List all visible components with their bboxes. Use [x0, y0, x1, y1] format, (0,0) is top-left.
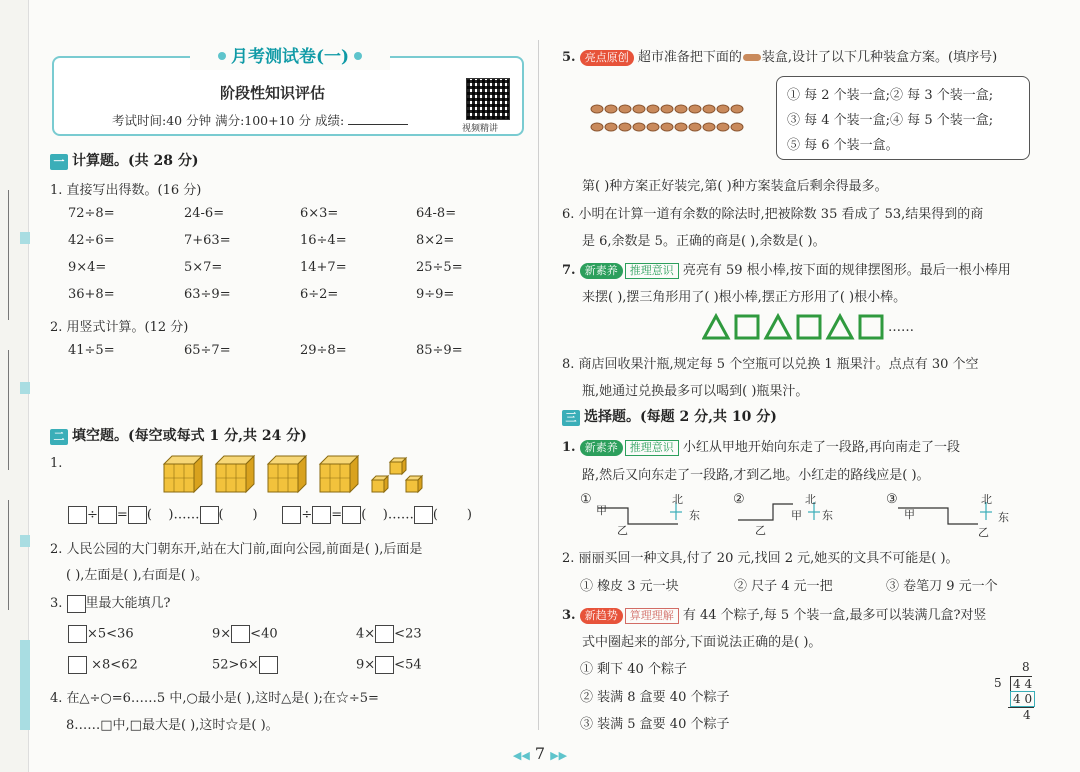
- stick-pattern: [702, 312, 892, 342]
- q5-option: ③ 每 4 个装一盒;④ 每 5 个装一盒;: [787, 113, 994, 128]
- q8-line2: 瓶,她通过兑换最多可以喝到( )瓶果汁。: [582, 384, 809, 399]
- zongzi-item: [619, 123, 631, 131]
- zongzi-item: [731, 105, 743, 113]
- route-diagrams: [578, 490, 1028, 540]
- binding-line: [8, 500, 9, 610]
- section3-heading: [562, 406, 777, 426]
- route-option-label: ①: [580, 492, 592, 507]
- q5-text: 超市准备把下面的: [637, 50, 742, 65]
- s2-q1-formula: ÷ = ( )…… ( ) ÷ = ( )…… ( ): [68, 506, 472, 524]
- q5-option: ① 每 2 个装一盒;② 每 3 个装一盒;: [787, 88, 994, 103]
- small-cube: [372, 476, 388, 492]
- s1-q1-item: 25÷5=: [416, 260, 463, 275]
- q7-text: 亮亮有 59 根小棒,按下面的规律摆图形。最后一根小棒用: [682, 263, 1011, 278]
- place-b-label: 乙: [755, 524, 766, 537]
- section-number-badge: 一: [50, 154, 68, 170]
- cube-block: [320, 456, 358, 492]
- s1-q1-item: 64-8=: [416, 206, 457, 221]
- zongzi-item: [661, 105, 673, 113]
- c1-subtag: 推理意识: [625, 440, 679, 456]
- s1-q2-item: 85÷9=: [416, 343, 463, 358]
- triangle-shape: [828, 316, 852, 338]
- section-title: 计算题。(共 28 分): [72, 153, 199, 169]
- zongzi-item: [647, 123, 659, 131]
- s2-q3-item: ×5<36: [68, 625, 134, 643]
- q5-tag: 亮点原创: [580, 50, 634, 66]
- binding-line: [8, 350, 9, 470]
- s1-q1-item: 8×2=: [416, 233, 455, 248]
- c3-line1: 3. 新趋势 算理理解 有 44 个粽子,每 5 个装一盒,最多可以装满几盒?对竖: [562, 608, 987, 623]
- q7-line2: 来摆( ),摆三角形用了( )根小棒,摆正方形用了( )根小棒。: [582, 290, 907, 305]
- c3-option: ③ 装满 5 盒要 40 个粽子: [580, 717, 730, 732]
- c1-line1: 1. 新素养 推理意识 小红从甲地开始向东走了一段路,再向南走了一段: [562, 440, 960, 455]
- square-shape: [798, 316, 820, 338]
- s2-q3-item: 9× <54: [356, 657, 422, 673]
- binding-mark: [20, 382, 30, 394]
- s1-q2-item: 65÷7=: [184, 343, 231, 358]
- zongzi-illustration: [590, 103, 750, 133]
- right-arrow-icon: ▶▶: [550, 749, 568, 762]
- exam-title-text: 月考测试卷(一): [230, 47, 350, 67]
- zongzi-item: [675, 123, 687, 131]
- triangle-shape: [704, 316, 728, 338]
- east-label: 东: [822, 509, 833, 522]
- s1-q1-item: 42÷6=: [68, 233, 115, 248]
- q6-line2: 是 6,余数是 5。正确的商是( ),余数是( )。: [582, 234, 826, 249]
- q7-tag: 新素养: [580, 263, 623, 279]
- binding-mark: [20, 640, 30, 730]
- binding-margin: [0, 0, 29, 772]
- zongzi-item: [717, 123, 729, 131]
- square-shape: [860, 316, 882, 338]
- s2-q3-item: ×8<62: [68, 656, 138, 674]
- division-remainder: 4: [1023, 708, 1031, 722]
- binding-mark: [20, 535, 30, 547]
- page-divider: [538, 40, 539, 730]
- east-label: 东: [689, 509, 700, 522]
- dot-icon: [354, 52, 362, 60]
- s2-q3-item: 9× <40: [212, 626, 278, 642]
- zongzi-item: [633, 123, 645, 131]
- division-dividend: 4 4: [1010, 676, 1032, 691]
- exam-subtitle: 阶段性知识评估: [220, 84, 326, 102]
- division-divisor: 5: [994, 676, 1002, 690]
- section1-heading: [50, 150, 198, 170]
- zongzi-item: [591, 105, 603, 113]
- q5-text2: 装盒,设计了以下几种装盒方案。(填序号): [761, 50, 998, 65]
- q8-line1: 8. 商店回收果汁瓶,规定每 5 个空瓶可以兑换 1 瓶果汁。点点有 30 个空: [562, 357, 979, 372]
- c1-tag: 新素养: [580, 440, 623, 456]
- s2-q2-line2: ( ),左面是( ),右面是( )。: [66, 568, 209, 583]
- s2-q4-line2: 8……□中,□最大是( ),这时☆是( )。: [66, 718, 279, 733]
- place-b-label: 乙: [978, 526, 989, 539]
- route-option-label: ②: [733, 492, 745, 507]
- s1-q2-item: 29÷8=: [300, 343, 347, 358]
- division-product: 4 0: [1010, 691, 1035, 707]
- q5-options-box: [776, 76, 1030, 160]
- c3-option: ② 装满 8 盒要 40 个粽子: [580, 690, 730, 705]
- s2-q3-label: 3. 里最大能填几?: [50, 596, 171, 611]
- page-number-text: 7: [534, 744, 546, 763]
- left-arrow-icon: ◀◀: [512, 749, 530, 762]
- c2-option: ③ 卷笔刀 9 元一个: [886, 579, 998, 594]
- section-number-badge: 二: [50, 429, 68, 445]
- zongzi-item: [605, 105, 617, 113]
- zongzi-item: [703, 123, 715, 131]
- s2-q1-label: 1.: [50, 456, 63, 471]
- small-cube: [390, 458, 406, 474]
- cube-block: [216, 456, 254, 492]
- s1-q1-item: 7+63=: [184, 233, 231, 248]
- s1-q2-item: 41÷5=: [68, 343, 115, 358]
- place-b-label: 乙: [617, 524, 628, 537]
- place-a-label: 甲: [904, 508, 915, 521]
- small-cube: [406, 476, 422, 492]
- c3-option: ① 剩下 40 个粽子: [580, 662, 687, 677]
- exam-title: [190, 42, 390, 70]
- route-option-label: ③: [886, 492, 898, 507]
- binding-mark: [20, 232, 30, 244]
- c3-tag: 新趋势: [580, 608, 623, 624]
- c1-text: 小红从甲地开始向东走了一段路,再向南走了一段: [682, 440, 960, 455]
- c2-option: ② 尺子 4 元一把: [734, 579, 833, 594]
- zongzi-item: [633, 105, 645, 113]
- north-label: 北: [805, 493, 816, 506]
- cube-illustration: [160, 452, 430, 494]
- place-a-label: 甲: [596, 504, 607, 517]
- section2-heading: [50, 425, 307, 445]
- s2-q2-line1: 2. 人民公园的大门朝东开,站在大门前,面向公园,前面是( ),后面是: [50, 542, 423, 557]
- zongzi-item: [591, 123, 603, 131]
- section-title: 填空题。(每空或每式 1 分,共 24 分): [72, 428, 307, 444]
- zongzi-icon: [743, 54, 761, 61]
- zongzi-item: [661, 123, 673, 131]
- zongzi-item: [619, 105, 631, 113]
- c3-subtag: 算理理解: [625, 608, 679, 624]
- zongzi-item: [703, 105, 715, 113]
- s1-q1-item: 36+8=: [68, 287, 115, 302]
- c3-line2: 式中圈起来的部分,下面说法正确的是( )。: [582, 635, 822, 650]
- s1-q2-label: 2. 用竖式计算。(12 分): [50, 320, 189, 335]
- cube-block: [268, 456, 306, 492]
- s1-q1-item: 24-6=: [184, 206, 225, 221]
- dot-icon: [218, 52, 226, 60]
- route-line: [598, 508, 678, 524]
- division-quotient: 8: [1022, 660, 1030, 674]
- section-number-badge: 三: [562, 410, 580, 426]
- s1-q1-item: 16÷4=: [300, 233, 347, 248]
- zongzi-item: [689, 105, 701, 113]
- zongzi-item: [689, 123, 701, 131]
- s1-q1-item: 63÷9=: [184, 287, 231, 302]
- route-line: [738, 504, 793, 520]
- s2-q4-line1: 4. 在△÷○=6……5 中,○最小是( ),这时△是( );在☆÷5=: [50, 691, 379, 706]
- qr-code-icon[interactable]: [466, 78, 510, 120]
- q7-dots: ……: [888, 320, 914, 335]
- q5-answer: 第( )种方案正好装完,第( )种方案装盒后剩余得最多。: [582, 179, 888, 194]
- c2-option: ① 橡皮 3 元一块: [580, 579, 679, 594]
- section-title: 选择题。(每题 2 分,共 10 分): [584, 409, 777, 425]
- s1-q1-item: 9÷9=: [416, 287, 455, 302]
- triangle-shape: [766, 316, 790, 338]
- q6-line1: 6. 小明在计算一道有余数的除法时,把被除数 35 看成了 53,结果得到的商: [562, 207, 984, 222]
- place-a-label: 甲: [791, 509, 802, 522]
- c2-line1: 2. 丽丽买回一种文具,付了 20 元,找回 2 元,她买的文具不可能是( )。: [562, 551, 959, 566]
- s2-q3-item: 4× <23: [356, 626, 422, 642]
- q7-subtag: 推理意识: [625, 263, 679, 279]
- q5-option: ⑤ 每 6 个装一盒。: [787, 138, 899, 153]
- exam-info: [112, 111, 408, 129]
- page-number: [500, 744, 580, 763]
- exam-info-text: 考试时间:40 分钟 满分:100+10 分 成绩:: [112, 113, 345, 128]
- zongzi-item: [647, 105, 659, 113]
- north-label: 北: [672, 493, 683, 506]
- c3-text: 有 44 个粽子,每 5 个装一盒,最多可以装满几盒?对竖: [682, 608, 987, 623]
- north-label: 北: [981, 493, 992, 506]
- s1-q1-item: 9×4=: [68, 260, 107, 275]
- cube-block: [164, 456, 202, 492]
- s1-q1-label: 1. 直接写出得数。(16 分): [50, 183, 202, 198]
- s1-q1-item: 72÷8=: [68, 206, 115, 221]
- q5-line: 5. 亮点原创 超市准备把下面的 装盒,设计了以下几种装盒方案。(填序号): [562, 50, 998, 65]
- zongzi-item: [717, 105, 729, 113]
- s2-q3-item: 52>6×: [212, 656, 278, 674]
- s1-q1-item: 6×3=: [300, 206, 339, 221]
- qr-caption: 视频精讲: [462, 124, 499, 134]
- q7-line1: 7. 新素养 推理意识 亮亮有 59 根小棒,按下面的规律摆图形。最后一根小棒用: [562, 263, 1011, 278]
- zongzi-item: [675, 105, 687, 113]
- s1-q1-item: 6÷2=: [300, 287, 339, 302]
- zongzi-item: [605, 123, 617, 131]
- square-shape: [736, 316, 758, 338]
- zongzi-item: [731, 123, 743, 131]
- c1-line2: 路,然后又向东走了一段路,才到乙地。小红走的路线应是( )。: [582, 468, 930, 483]
- s1-q1-item: 5×7=: [184, 260, 223, 275]
- binding-line: [8, 190, 9, 320]
- east-label: 东: [998, 511, 1009, 524]
- s1-q1-item: 14+7=: [300, 260, 347, 275]
